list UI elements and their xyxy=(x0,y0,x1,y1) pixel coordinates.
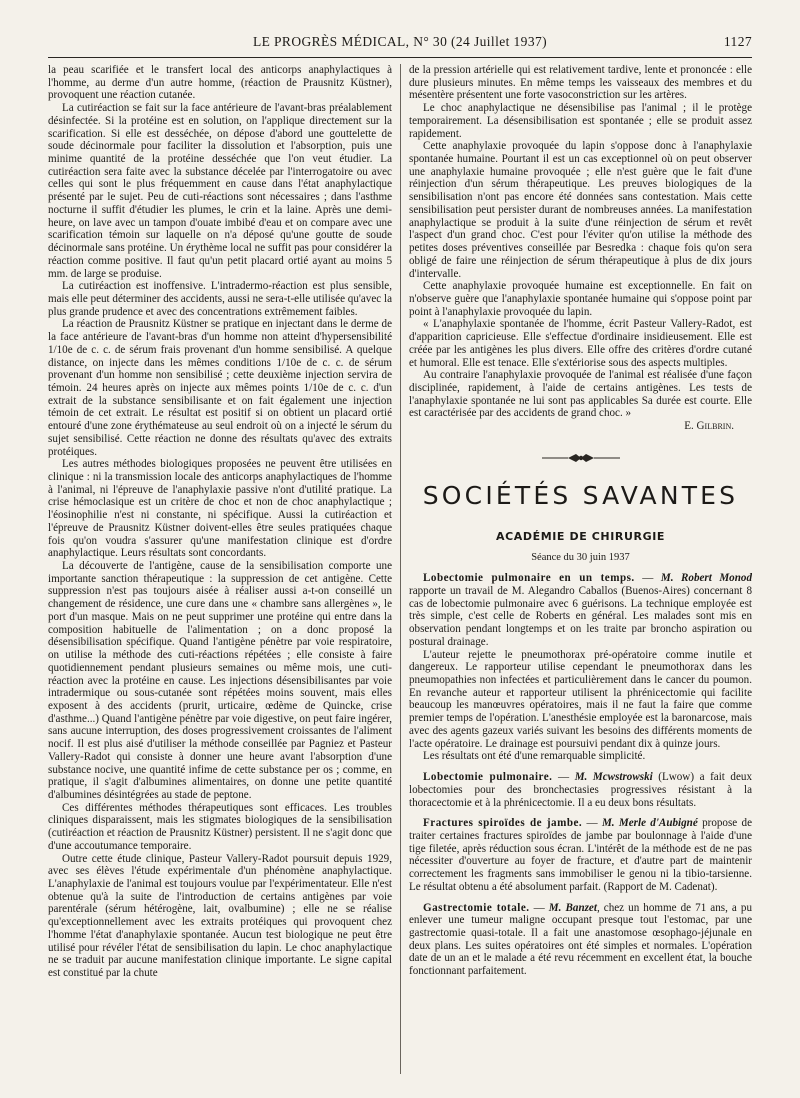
entry-body: propose de traiter certaines fractures spiroïdes de jambe par boulonnage à l'aide d'une tige filetée, après réduction sous écran. L'intérêt de la méthode est de ne pas nécessiter d'ouverture au foyer de fracture, et d'autre part de maintenir correctement les fragments sans immobiliser le genou ni la tibio-tarsienne. Le résultat obtenu a été absolument parfait. (Rapport de M. Cadenat). xyxy=(409,817,752,893)
right-paragraph: « L'anaphylaxie spontanée de l'homme, écrit Pasteur Vallery-Radot, est d'apparition capricieuse. Elle s'effectue d'ordinaire insidieusement. Elle est créée par les antigènes les plus divers. Elle offre des critères d'ordre cutané et humoral. Elle est tenace. Elle s'extériorise sous des aspects multiples. xyxy=(409,318,752,369)
entry-body: , chez un homme de 71 ans, a pu enlever une tumeur maligne occupant presque tout l'estomac, par une gastrectomie quasi-totale. Il a fait une anastomose œsophago-jéjunale en deux plans. Les suites opératoires ont été simples et normales. L'opération date de un an et le malade a été revu récemment en excellent état, la bouche fonctionnant parfaitement. xyxy=(409,901,752,978)
communication-entry: Lobectomie pulmonaire en un temps. — M. Robert Monod rapporte un travail de M. Alegandro Caballos (Buenos-Aires) concernant 8 cas de lobectomie pulmonaire avec 6 guérisons. La technique employée est très simple, c'est celle de Roberts en général. Les malades sont mis en observation pendant longtemps et on les traite par broncho aspiration ou postural drainage. xyxy=(409,572,752,648)
entry-title: Lobectomie pulmonaire en un temps. xyxy=(423,572,635,585)
left-paragraph: La cutiréaction est inoffensive. L'intradermo-réaction est plus sensible, mais elle peut déterminer des accidents, aussi ne sera-t-elle utilisée qu'avec la plus grande prudence et avec des concentrations extrêmement faibles. xyxy=(48,280,392,318)
column-divider xyxy=(400,64,401,1074)
entry-title: Gastrectomie totale. xyxy=(423,901,530,914)
entry-body: (Lwow) a fait deux lobectomies pour des bronchectasies progressives résistant à la thoracectomie et à la phrénicectomie. Il a eu deux bons résultats. xyxy=(409,771,752,809)
society-name: ACADÉMIE DE CHIRURGIE xyxy=(495,529,666,543)
entry-author: M. Mcwstrowski xyxy=(574,771,653,784)
entry-continuation: Les résultats ont été d'une remarquable simplicité. xyxy=(423,750,646,763)
right-column xyxy=(409,64,752,1086)
left-paragraph: Outre cette étude clinique, Pasteur Vallery-Radot poursuit depuis 1929, avec ses élèves l'étude expérimentale d'un phénomène anaphylactique. L'anaphylaxie de l'animal est toujours voulue par l'expérimentateur. Elle n'est obtenue qu'à la suite de l'introduction de certains antigènes par voie parentérale (sérum hétérogène, lait, ovalbumine) ; elle ne se réalise qu'exceptionnellement avec les extraits protéiques qui provoquent chez l'homme l'état d'anaphylaxie spontanée. Aucun test biologique ne peut être utilisé pour révéler l'état de sensibilisation du lapin. Le choc anaphylactique ne se traduit par aucune manifestation clinique importante. Le signe capital est constitué par la chute xyxy=(48,852,392,980)
right-paragraph: Au contraire l'anaphylaxie provoquée de l'animal est réalisée d'une façon disciplinée, rapidement, à l'aide de certains antigènes. Les tests de l'anaphylaxie spontanée ne lui sont pas applicables Sa durée est courte. Elle est caractérisée par des accidents de grand choc. » xyxy=(409,369,752,420)
signature-name: E. Gilbrin. xyxy=(684,420,734,433)
running-header xyxy=(48,34,752,56)
entry-author: M. Banzet xyxy=(548,901,597,914)
left-paragraph: La cutiréaction se fait sur la face antérieure de l'avant-bras préalablement désinfectée. Si la protéine est en solution, on l'applique directement sur la scarification. Si elle est desséchée, on dépose d'abord une gouttelette de soude décinormale pour faciliter la dissolution et l'absorption, puis une minime quantité de la protéine desséchée que l'on veut étudier. La cutiréaction sera faite avec la substance décelée par l'interrogatoire ou avec celles qui sont le plus fréquemment en cause dans l'état anaphylactique présenté par le sujet. Peu de cuti-réactions sont nécessaires ; dans l'asthme nocturne il suffit d'étudier les plumes, le crin et la laine. Après une demi-heure, on lave avec un tampon d'ouate imbibé d'eau et on compare avec une scarification témoin sur laquelle on n'a déposé qu'une goutte de soude décinormale sans protéine. Un érythème local ne suffit pas pour considérer la réaction comme positive. Il faut qu'un petit placard ortié ayant au moins 5 mm. de large se produise. xyxy=(48,102,392,280)
entry-body: rapporte un travail de M. Alegandro Caballos (Buenos-Aires) concernant 8 cas de lobectomie pulmonaire avec 6 guérisons. La technique employée est très simple, c'est celle de Roberts en général. Les malades sont mis en observation pendant longtemps et on les traite par broncho aspiration ou postural drainage. xyxy=(409,585,752,648)
session-date: Séance du 30 juin 1937 xyxy=(531,551,630,563)
entry-title: Fractures spiroïdes de jambe. xyxy=(423,817,583,830)
header-rule xyxy=(48,57,752,58)
right-paragraph: Le choc anaphylactique ne désensibilise pas l'animal ; il le protège temporairement. La désensibilisation est spontanée ; elle se produit assez rapidement. xyxy=(409,102,752,140)
section-ornament-icon xyxy=(409,447,752,469)
right-paragraph: Cette anaphylaxie provoquée du lapin s'oppose donc à l'anaphylaxie spontanée humaine. Pourtant il est un cas exceptionnel où on peut observer une anaphylaxie humaine provoquée ; elle n'est guère que le fait d'une réinjection d'un sérum thérapeutique. Les preuves biologiques de la sensibilisation n'ont pas encore été données sans contestation. Mais cette sensibilisation peut persister durant de nombreuses années. La manifestation anaphylactique se produit à la suite d'une réinjection de sérum et revêt l'aspect d'un grand choc. C'est pour l'éviter qu'on utilise la méthode des petites doses préventives conseillée par Besredka : chaque fois qu'on sera obligé de faire une réinjection de sérum thérapeutique à plus de dix jours d'intervalle. xyxy=(409,140,752,280)
page-number: 1127 xyxy=(723,34,752,49)
left-paragraph: Ces différentes méthodes thérapeutiques sont efficaces. Les troubles cliniques disparaissent, mais les stigmates biologiques de la sensibilisation (cutiréaction et réaction de Prausnitz Küstner) persistent. Il ne s'agit donc que d'une accoutumance temporaire. xyxy=(48,801,392,852)
article-signature xyxy=(409,420,752,433)
left-paragraph: La découverte de l'antigène, cause de la sensibilisation comporte une importante sanction thérapeutique : la suppression de cet antigène. Cette suppression n'est pas toujours aisée à réaliser aussi a-t-on conseillé un changement de résidence, une cure dans une « chambre sans allergènes », le port d'un masque. Mais on ne peut supprimer une protéine qui entre dans la composition habituelle de l'alimentation ; on a donc proposé la désensibilisation spécifique. Quand l'antigène pénètre par voie respiratoire, on utilise la méthode des cuti-réactions répétées ; elle consiste à faire quotidiennement pendant plusieurs semaines ou même mois, une cuti-réaction avec la protéine en cause. Les injections désensibilisantes par voie intradermique ou sous-cutanée sont répétées moins souvent, mais elles exposent à des accidents (prurit, urticaire, œdème de Quincke, crise d'asthme...) Quand l'antigène pénètre par voie digestive, on peut faire ingérer, sans aucune interruption, des doses progressivement croissantes de l'aliment nocif. Il est plus aisé d'utiliser la méthode conseillée par Pagniez et Pasteur Vallery-Radot qui consiste à donner une heure avant l'absorption d'une substance nocive, une quantité infime de cette substance per os ; comme, en pratique, il s'agit d'albumines alimentaires, on donne une petite quantité d'albumines désintégrées au stade de peptone. xyxy=(48,560,392,801)
entry-continuation: L'auteur rejette le pneumothorax pré-opératoire comme inutile et dangereux. Le rapporteur utilise cependant le pneumothorax dans les pneumopathies non infectées et particulièrement dans le cancer du poumon. En revanche auteur et rapporteur utilisent la phrénicectomie qui facilite beaucoup les manœuvres opératoires, mais il ne faut la faire que comme premier temps de l'opération. L'anesthésie employée est la baronarcose, mais avec des agents gazeux variés suivant les besoins des différents moments de l'acte opératoire. Le drainage est poursuivi pendant dix à quinze jours. xyxy=(409,648,752,750)
right-paragraph: de la pression artérielle qui est relativement tardive, lente et prononcée : elle dure plusieurs minutes. En même temps les vaisseaux des membres et du mésentère présentent une forte vasoconstriction sur les artères. xyxy=(409,64,752,102)
entry-author: M. Robert Monod xyxy=(660,572,752,585)
entry-title: Lobectomie pulmonaire. xyxy=(423,771,553,784)
left-paragraph: la peau scarifiée et le transfert local des anticorps anaphylactiques à l'homme, au derme d'un autre homme, (réaction de Prausnitz Küstner), provoquent une réaction cutanée. xyxy=(48,64,392,102)
journal-issue-title: LE PROGRÈS MÉDICAL, N° 30 (24 Juillet 1937) xyxy=(252,34,548,49)
right-paragraph: Cette anaphylaxie provoquée humaine est exceptionnelle. En fait on n'observe guère que l'anaphylaxie spontanée humaine qui s'oppose point par point à l'anaphylaxie provoquée du lapin. xyxy=(409,280,752,318)
section-title: SOCIÉTÉS SAVANTES xyxy=(422,480,739,510)
communication-entry: Fractures spiroïdes de jambe. — M. Merle d'Aubigné propose de traiter certaines fractures spiroïdes de jambe par boulonnage à l'aide d'une tige filetée, après réduction sous écran. L'intérêt de la méthode est de ne pas nécessiter d'ouverture au foyer de fracture, et d'autre part de maintenir correctement les fragments sans immobiliser le genou ni la tibio-tarsienne. Le résultat obtenu a été absolument parfait. (Rapport de M. Cadenat). xyxy=(409,817,752,893)
communication-entry: Lobectomie pulmonaire. — M. Mcwstrowski (Lwow) a fait deux lobectomies pour des bronchectasies progressives résistant à la thoracectomie et à la phrénicectomie. Il a eu deux bons résultats. xyxy=(409,771,752,809)
left-column xyxy=(48,64,392,1086)
entry-author: M. Merle d'Aubigné xyxy=(601,817,698,830)
communication-entry: Gastrectomie totale. — M. Banzet, chez un homme de 71 ans, a pu enlever une tumeur maligne occupant presque tout l'estomac, par une gastrectomie quasi-totale. Il a fait une anastomose œsophago-jéjunale en deux plans. Les suites opératoires ont été simples et normales. L'opération date de un an et le malade a été revu récemment en excellent état, la bouche fonctionnant parfaitement. xyxy=(409,901,752,978)
left-paragraph: La réaction de Prausnitz Küstner se pratique en injectant dans le derme de la face antérieure de l'avant-bras d'un homme non atteint d'hypersensibilité 1/10e de c. c. de sérum frais provenant d'un homme sensibilisé. A quelque distance, on injecte dans les mêmes conditions 1/10e de c. c. de sérum provenant d'un homme non sensibilisé ; cette deuxième injection servira de témoin. 24 heures après on injecte aux mêmes points 1/10e de c. c. d'un extrait de la substance sensibilisante et on fait également une injection témoin de cet extrait. Le résultat est positif si on obtient un placard ortié entouré d'une zone érythémateuse au seul endroit où on a injecté le sérum du sujet sensibilisé. Cette réaction ne donne des résultats qu'avec des extraits protéiques. xyxy=(48,318,392,458)
left-paragraph: Les autres méthodes biologiques proposées ne peuvent être utilisées en clinique : ni la transmission locale des anticorps anaphylactiques de l'homme à l'animal, ni l'épreuve de l'anaphylaxie passive n'ont d'utilité pratique. La crise hémoclasique est un critère de choc et non de choc anaphylactique ; l'éosinophilie n'est ni constante, ni spécifique. Aussi la cutiréaction et l'épreuve de Prausnitz Küstner doivent-elles être seules pratiquées chaque fois qu'on voudra s'assurer qu'une manifestation clinique est d'ordre anaphylactique. Leurs résultats sont concordants. xyxy=(48,458,392,560)
